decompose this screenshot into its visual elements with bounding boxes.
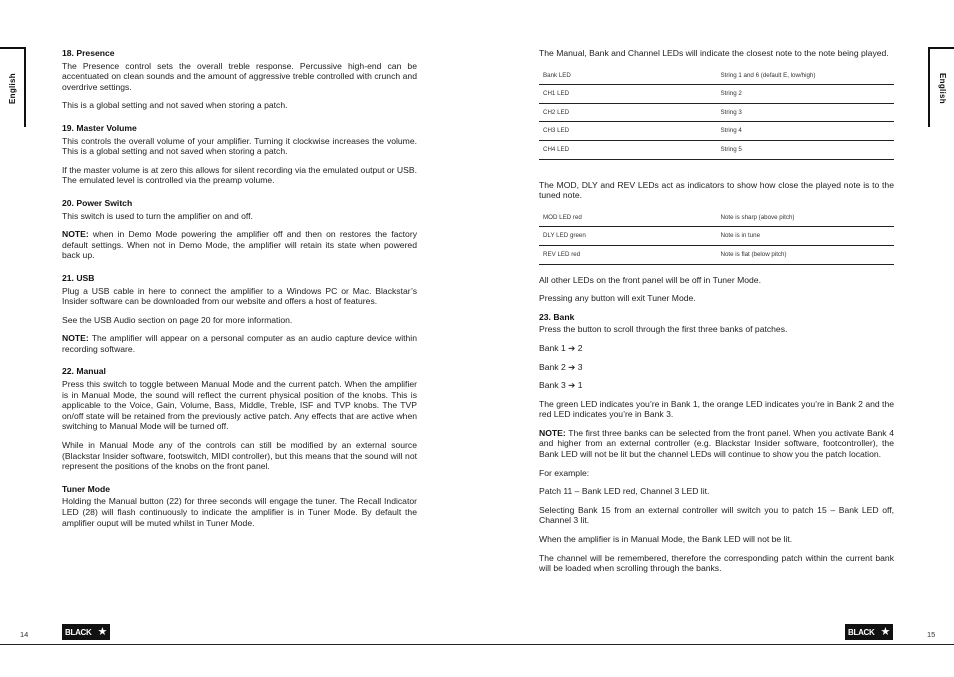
paragraph [539, 399, 894, 420]
paragraph-text: Bank 2 ➔ 3 [539, 361, 583, 372]
paragraph [539, 362, 894, 373]
right-page [477, 0, 954, 677]
table-cell: CH2 LED [539, 103, 717, 122]
table-cell: String 3 [717, 103, 895, 122]
table-row [539, 85, 894, 104]
note-label: NOTE: [62, 333, 89, 344]
paragraph [62, 286, 417, 307]
paragraph-text: The channel will be remembered, therefore the corresponding patch within the current bank will be loaded when scrolling through the banks. [539, 552, 894, 574]
table-cell: String 2 [717, 85, 895, 104]
paragraph-text: The amplifier will appear on a personal computer as an audio capture device within recording software. [62, 333, 417, 354]
paragraph [62, 379, 417, 432]
paragraph [62, 440, 417, 472]
paragraph [539, 324, 894, 335]
paragraph [62, 229, 417, 261]
paragraph-text: Selecting Bank 15 from an external controller will switch you to patch 15 – Bank LED off, Channel 3 lit. [539, 504, 894, 526]
led-string-table [539, 67, 894, 160]
page-number: 15 [927, 630, 936, 639]
table-cell: String 4 [717, 122, 895, 141]
star-icon: ★ [880, 625, 890, 638]
paragraph-text: When the amplifier is in Manual Mode, the Bank LED will not be lit. [539, 534, 793, 545]
table-cell: MOD LED red [539, 209, 717, 227]
bank-section [539, 324, 894, 574]
paragraph [539, 553, 894, 574]
star-icon: ★ [97, 625, 107, 638]
paragraph [62, 61, 417, 93]
table-cell: Bank LED [539, 67, 717, 85]
table-cell: CH3 LED [539, 122, 717, 141]
paragraph-text: For example: [539, 467, 590, 478]
paragraph: All other LEDs on the front panel will be off in Tuner Mode. [539, 274, 761, 285]
paragraph-text: Bank 3 ➔ 1 [539, 380, 583, 391]
indicator-intro: The MOD, DLY and REV LEDs act as indicators to show how close the played note is to the tuned note. [539, 179, 894, 201]
section-heading: 20. Power Switch [62, 197, 133, 208]
tuner-intro: The Manual, Bank and Channel LEDs will indicate the closest note to the note being played. [539, 48, 889, 58]
language-tab [0, 47, 26, 127]
table-row [539, 67, 894, 85]
tuner-notes [539, 275, 894, 304]
table-cell: Note is in tune [717, 227, 895, 246]
paragraph [539, 486, 894, 497]
left-column [62, 48, 417, 536]
table-cell: Note is sharp (above pitch) [717, 209, 895, 227]
logo-text: BLACK [848, 627, 875, 637]
blackstar-logo [62, 624, 110, 640]
paragraph [62, 165, 417, 186]
table-cell: CH4 LED [539, 140, 717, 159]
section [62, 484, 417, 528]
paragraph-text: This controls the overall volume of your amplifier. Turning it clockwise increases the volume. This is a global setting and not saved when storing a patch. [62, 135, 417, 157]
paragraph-text: Bank 1 ➔ 2 [539, 342, 583, 353]
note-label: NOTE: [539, 427, 566, 438]
paragraph [62, 100, 417, 111]
section-heading: 23. Bank [539, 311, 575, 322]
language-tab-label: English [937, 72, 947, 104]
table-row [539, 122, 894, 141]
table-cell: CH1 LED [539, 85, 717, 104]
paragraph-text: While in Manual Mode any of the controls can still be modified by an external source (Blackstar Insider software, footswitch, MIDI controller), but this means that the sound will not represent the positions of the knobs on the front panel. [62, 440, 417, 472]
led-pitch-table [539, 209, 894, 265]
section-heading: 22. Manual [62, 366, 106, 377]
paragraph [539, 380, 894, 391]
paragraph [62, 211, 417, 222]
paragraph-text: when in Demo Mode powering the amplifier off and then on restores the factory default settings. When not in Demo Mode, the amplifier will retain its state when powered back up. [62, 229, 417, 261]
language-tab-label: English [7, 72, 17, 104]
paragraph-text: Plug a USB cable in here to connect the amplifier to a Windows PC or Mac. Blackstar’s Insider software can be downloaded from our website and offers a host of features. [62, 285, 417, 307]
table-cell: Note is flat (below pitch) [717, 245, 895, 264]
table-row [539, 103, 894, 122]
page-number: 14 [20, 630, 29, 639]
footer-rule [477, 644, 954, 645]
section [62, 273, 417, 355]
section [62, 48, 417, 111]
table-row [539, 245, 894, 264]
footer-rule [0, 644, 477, 645]
paragraph [62, 136, 417, 157]
paragraph: Pressing any button will exit Tuner Mode. [539, 293, 696, 304]
paragraph-text: The green LED indicates you’re in Bank 1, the orange LED indicates you’re in Bank 2 and the red LED indicates you’re in Bank 3. [539, 398, 894, 420]
note-label: NOTE: [62, 229, 89, 240]
paragraph [62, 496, 417, 528]
paragraph [539, 343, 894, 354]
section-heading: Tuner Mode [62, 483, 111, 494]
table-cell: DLY LED green [539, 227, 717, 246]
paragraph [539, 534, 894, 545]
section [62, 198, 417, 261]
paragraph-text: This is a global setting and not saved when storing a patch. [62, 100, 288, 111]
table-row [539, 140, 894, 159]
section-heading: 21. USB [62, 272, 95, 283]
table-cell: String 1 and 6 (default E, low/high) [717, 67, 895, 85]
table-row [539, 227, 894, 246]
paragraph-text: Press the button to scroll through the first three banks of patches. [539, 324, 788, 335]
paragraph-text: See the USB Audio section on page 20 for more information. [62, 314, 293, 325]
paragraph [539, 428, 894, 460]
table-cell: REV LED red [539, 245, 717, 264]
language-tab [928, 47, 954, 127]
paragraph-text: Patch 11 – Bank LED red, Channel 3 LED lit. [539, 486, 710, 497]
section-heading: 19. Master Volume [62, 122, 137, 133]
table-cell: String 5 [717, 140, 895, 159]
paragraph-text: The Presence control sets the overall treble response. Percussive high-end can be accentuated on clean sounds and the amount of aggressive treble controlled with crunch and overdrive settings. [62, 60, 417, 92]
section-heading: 18. Presence [62, 48, 115, 58]
paragraph [539, 468, 894, 479]
paragraph-text: If the master volume is at zero this allows for silent recording via the emulated output or USB. The emulated level is controlled via the preamp volume. [62, 164, 417, 186]
paragraph-text: Press this switch to toggle between Manual Mode and the current patch. When the amplifier is in Manual Mode, the sound will reflect the current physical position of the knobs. This is applicable to the Voice, Gain, Volume, Bass, Middle, Treble, ISF and TVP knobs. The TVP on/off state will be retained from the previously active patch. Any effects that are active when switching to Manual Mode will be turned off. [62, 379, 417, 432]
paragraph-text: This switch is used to turn the amplifier on and off. [62, 210, 253, 221]
logo-text: BLACK [65, 627, 92, 637]
right-column [539, 48, 894, 582]
paragraph-text: Holding the Manual button (22) for three seconds will engage the tuner. The Recall Indicator LED (28) will flash continuously to indicate the amplifier is in Tuner Mode. By default the amplifier ouput will be muted whilst in Tuner Mode. [62, 496, 417, 528]
paragraph [62, 315, 417, 326]
blackstar-logo [845, 624, 893, 640]
paragraph [539, 505, 894, 526]
section [62, 366, 417, 471]
paragraph [62, 333, 417, 354]
section [62, 123, 417, 186]
table-row [539, 209, 894, 227]
paragraph-text: The first three banks can be selected from the front panel. When you activate Bank 4 and higher from an external controller (e.g. Blackstar Insider software, footcontroller), the Bank LED will not be lit but the channel LEDs will continue to show you the patch location. [539, 427, 894, 460]
